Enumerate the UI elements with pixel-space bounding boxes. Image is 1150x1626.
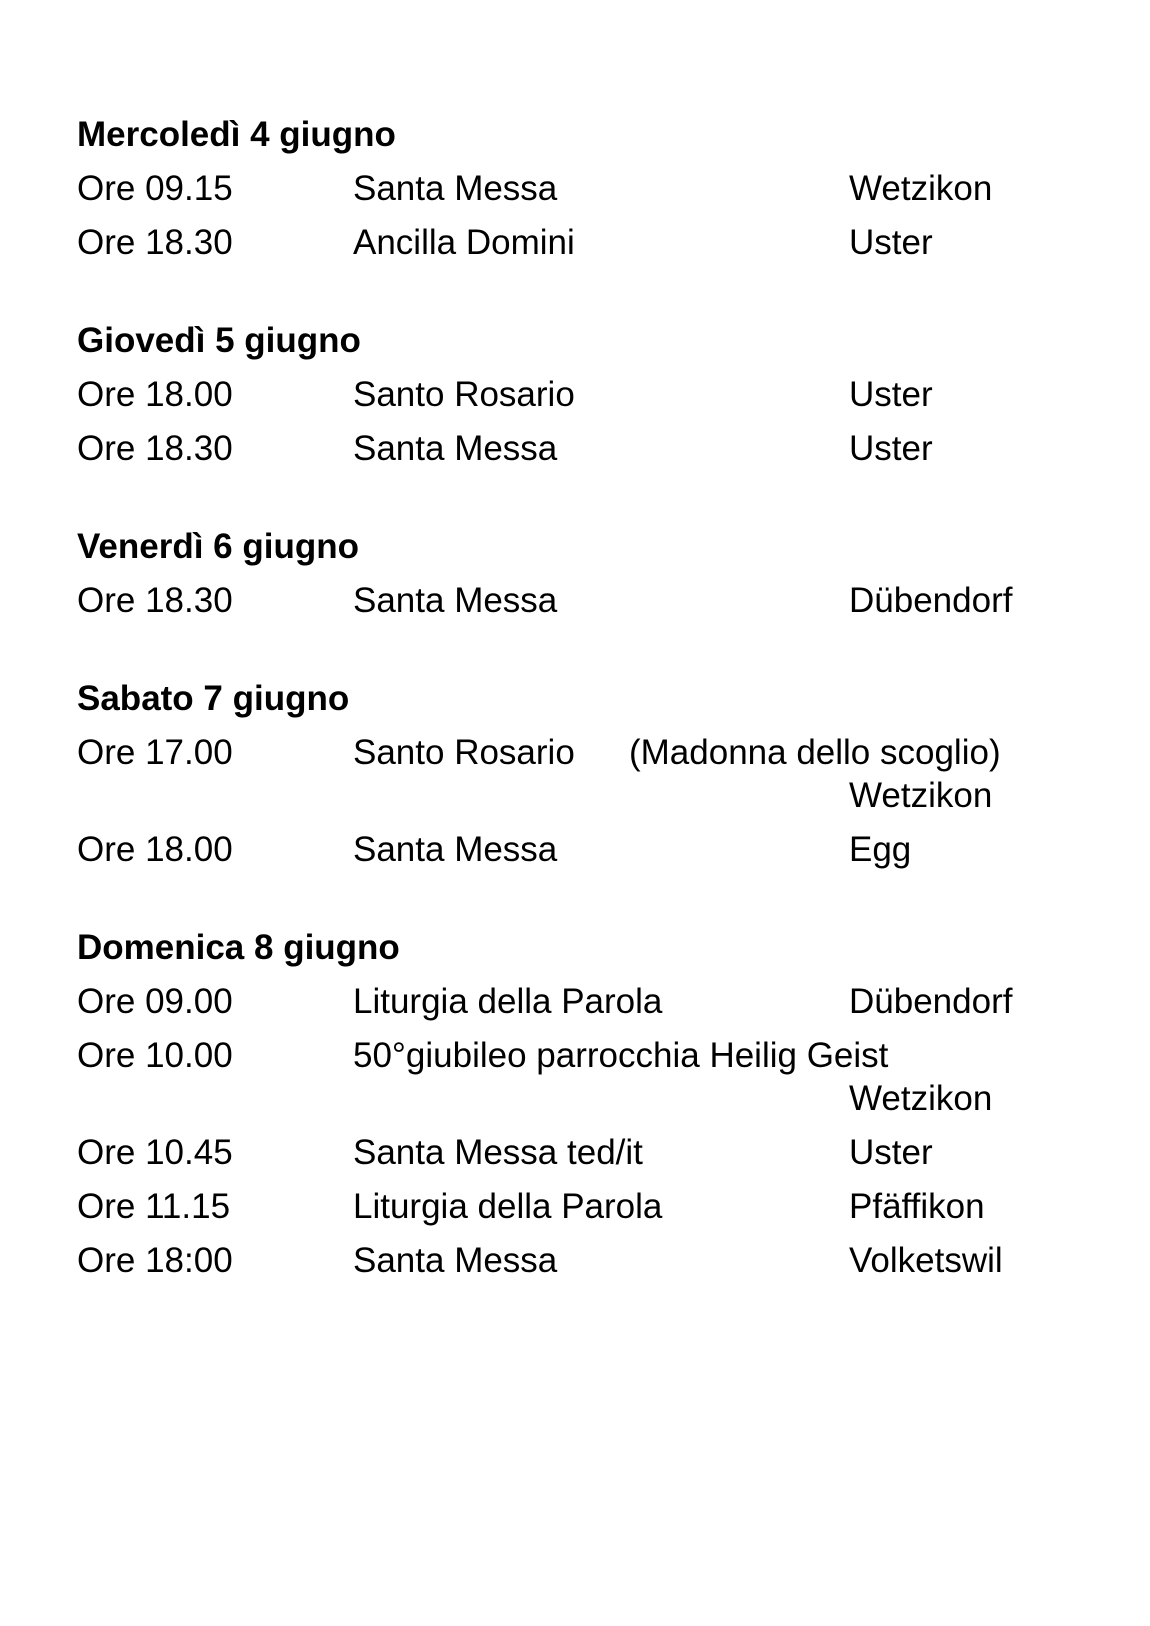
event-place: Dübendorf — [849, 982, 1013, 1021]
event-time: Ore 18.30 — [77, 581, 233, 620]
event-place: Uster — [849, 1133, 933, 1172]
event-row — [77, 368, 1077, 422]
event-row — [77, 162, 1077, 216]
day-title: Venerdì 6 giugno — [77, 527, 359, 566]
day-title: Domenica 8 giugno — [77, 928, 400, 967]
event-time: Ore 11.15 — [77, 1187, 231, 1226]
event-name: Ancilla Domini — [353, 223, 575, 262]
event-place: Uster — [849, 223, 933, 262]
event-time: Ore 09.00 — [77, 982, 233, 1021]
event-time: Ore 18.30 — [77, 223, 233, 262]
day-section — [77, 672, 1077, 877]
event-time: Ore 18:00 — [77, 1241, 233, 1280]
event-place: Dübendorf — [849, 581, 1013, 620]
event-place: Uster — [849, 429, 933, 468]
day-title: Mercoledì 4 giugno — [77, 115, 396, 154]
event-name: Santa Messa — [353, 830, 558, 869]
event-place: Wetzikon — [849, 1079, 993, 1118]
event-name: Santa Messa — [353, 169, 558, 208]
event-name: Santa Messa ted/it — [353, 1133, 643, 1172]
event-place: Uster — [849, 375, 933, 414]
day-section — [77, 314, 1077, 476]
event-time: Ore 18.00 — [77, 375, 233, 414]
event-row — [77, 1126, 1077, 1180]
event-row — [77, 823, 1077, 877]
event-name: Liturgia della Parola — [353, 982, 663, 1021]
event-time: Ore 18.00 — [77, 830, 233, 869]
event-row — [77, 726, 1077, 823]
event-time: Ore 10.45 — [77, 1133, 233, 1172]
event-name: Santa Messa — [353, 581, 558, 620]
schedule-page — [77, 108, 1077, 1332]
event-note: (Madonna dello scoglio) — [629, 733, 1001, 772]
event-row — [77, 975, 1077, 1029]
day-title: Giovedì 5 giugno — [77, 321, 361, 360]
event-row — [77, 1029, 1077, 1126]
event-row — [77, 1234, 1077, 1288]
day-title: Sabato 7 giugno — [77, 679, 350, 718]
day-section — [77, 520, 1077, 628]
event-place: Egg — [849, 830, 912, 869]
event-time: Ore 18.30 — [77, 429, 233, 468]
event-name: Santa Messa — [353, 429, 558, 468]
event-row — [77, 216, 1077, 270]
event-place: Volketswil — [849, 1241, 1003, 1280]
day-section — [77, 921, 1077, 1288]
event-row — [77, 422, 1077, 476]
event-place: Wetzikon — [849, 776, 993, 815]
event-name: Liturgia della Parola — [353, 1187, 663, 1226]
event-place: Pfäffikon — [849, 1187, 985, 1226]
event-name: Santo Rosario — [353, 375, 575, 414]
event-time: Ore 10.00 — [77, 1036, 233, 1075]
event-name: Santo Rosario — [353, 733, 575, 772]
event-place: Wetzikon — [849, 169, 993, 208]
event-time: Ore 17.00 — [77, 733, 233, 772]
event-name: 50°giubileo parrocchia Heilig Geist — [353, 1036, 889, 1075]
event-time: Ore 09.15 — [77, 169, 233, 208]
day-section — [77, 108, 1077, 270]
event-name: Santa Messa — [353, 1241, 558, 1280]
event-row — [77, 574, 1077, 628]
event-row — [77, 1180, 1077, 1234]
